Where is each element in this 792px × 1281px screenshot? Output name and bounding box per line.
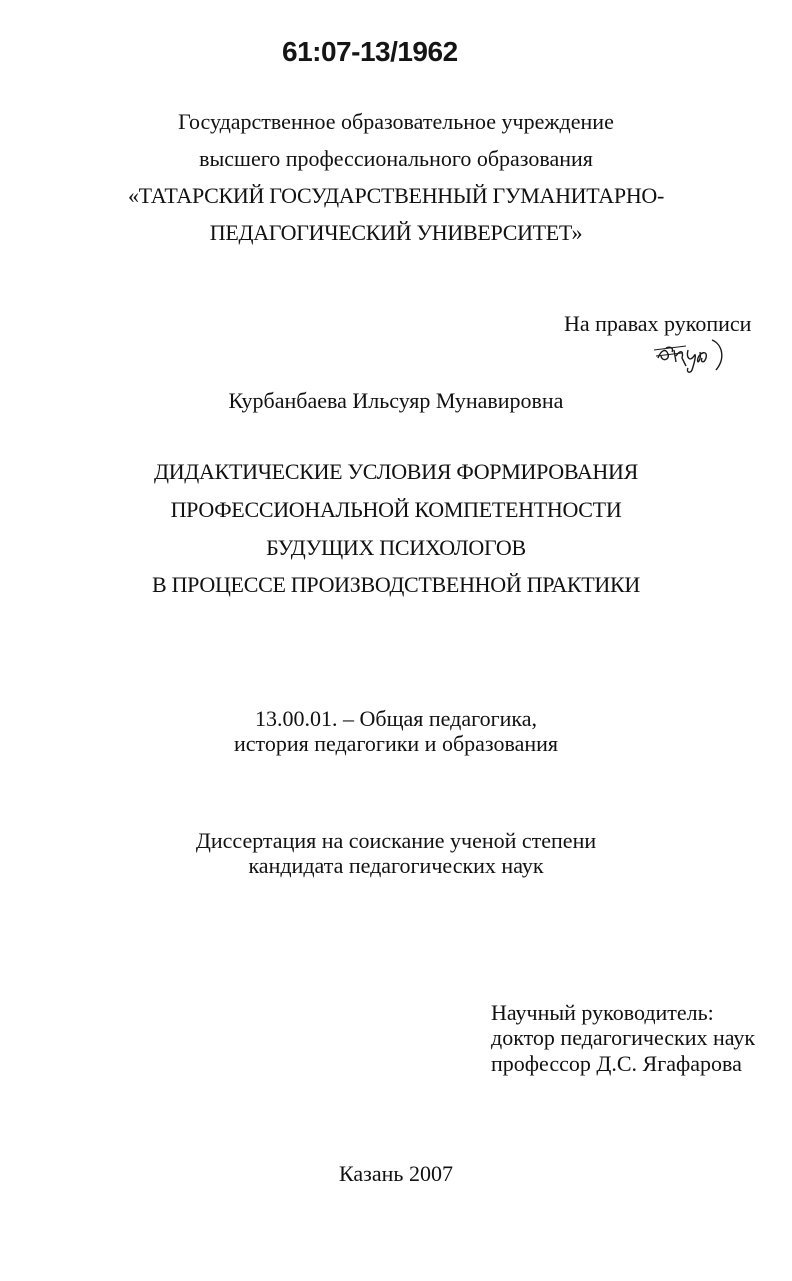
title-line-1: ДИДАКТИЧЕСКИЕ УСЛОВИЯ ФОРМИРОВАНИЯ xyxy=(154,459,638,484)
degree-line-1: Диссертация на соискание ученой степени xyxy=(195,828,597,853)
manuscript-note: На правах рукописи xyxy=(564,311,752,336)
handwritten-signature xyxy=(652,336,728,376)
institution-name-line-2: ПЕДАГОГИЧЕСКИЙ УНИВЕРСИТЕТ» xyxy=(209,220,583,245)
degree-line-2: кандидата педагогических наук xyxy=(248,853,544,878)
title-line-3: БУДУЩИХ ПСИХОЛОГОВ xyxy=(266,535,526,560)
title-line-4: В ПРОЦЕССЕ ПРОИЗВОДСТВЕННОЙ ПРАКТИКИ xyxy=(152,572,640,597)
specialty-line-2: история педагогики и образования xyxy=(233,731,559,756)
institution-line-2: высшего профессионального образования xyxy=(199,146,593,171)
specialty-line-1: 13.00.01. – Общая педагогика, xyxy=(254,706,537,731)
supervisor-degree: доктор педагогических наук xyxy=(491,1025,756,1050)
supervisor-name: профессор Д.С. Ягафарова xyxy=(491,1051,742,1076)
institution-line-1: Государственное образовательное учреждение xyxy=(178,109,614,134)
author-name: Курбанбаева Ильсуяр Мунавировна xyxy=(228,388,564,413)
institution-name-line-1: «ТАТАРСКИЙ ГОСУДАРСТВЕННЫЙ ГУМАНИТАРНО- xyxy=(127,183,665,208)
registration-number: 61:07-13/1962 xyxy=(282,36,458,67)
place-and-year: Казань 2007 xyxy=(339,1161,453,1186)
title-line-2: ПРОФЕССИОНАЛЬНОЙ КОМПЕТЕНТНОСТИ xyxy=(170,497,622,522)
supervisor-label: Научный руководитель: xyxy=(491,1000,714,1025)
